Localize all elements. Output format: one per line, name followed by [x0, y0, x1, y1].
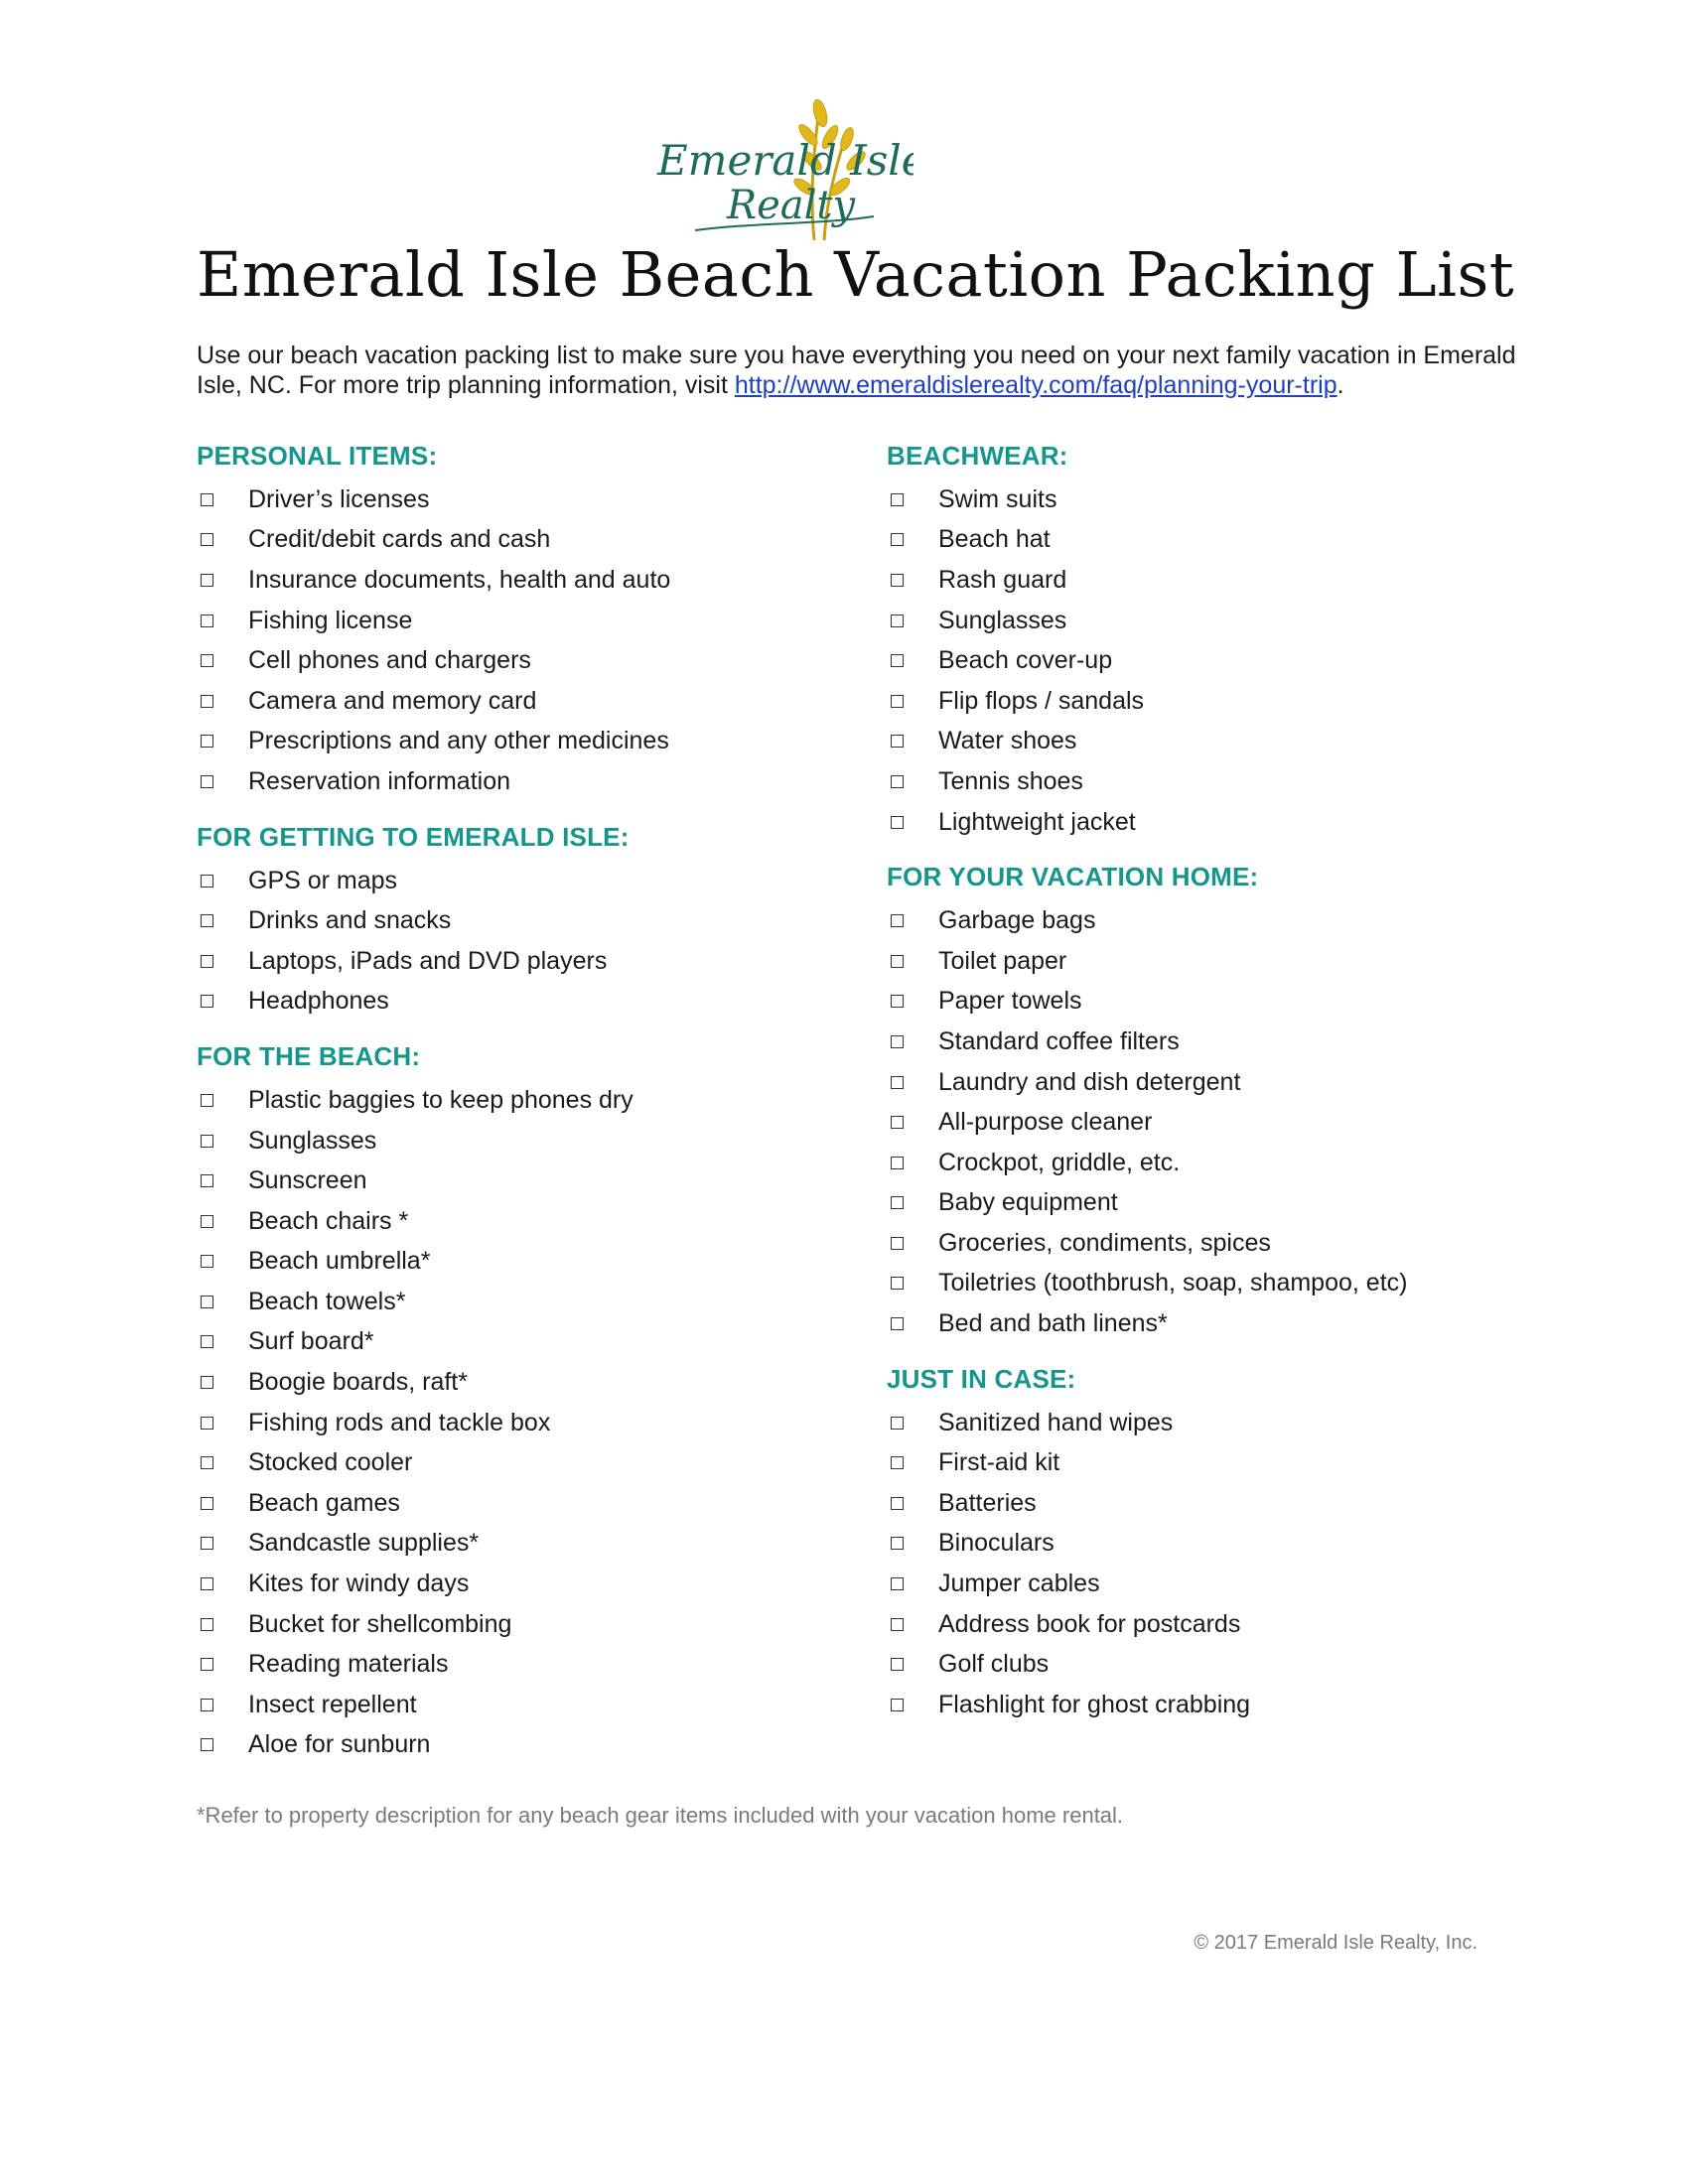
checklist-item — [887, 1604, 1602, 1645]
checklist-item — [887, 761, 1602, 802]
checkbox-icon[interactable] — [891, 735, 904, 748]
checkbox-icon[interactable] — [201, 533, 213, 546]
checkbox-icon[interactable] — [201, 1699, 213, 1711]
checkbox-icon[interactable] — [201, 1174, 213, 1187]
checklist-item — [197, 1282, 852, 1322]
checklist-item — [887, 1102, 1602, 1143]
section-for-getting-to-emerald-isle — [197, 820, 852, 1022]
checkbox-icon[interactable] — [201, 1376, 213, 1389]
left-column — [197, 439, 852, 1765]
checklist-item-label: Insect repellent — [248, 1690, 417, 1718]
checklist-item — [197, 1121, 852, 1161]
checklist-item — [887, 1644, 1602, 1685]
checklist-item — [887, 601, 1602, 641]
checkbox-icon[interactable] — [891, 1317, 904, 1330]
checklist-item-label: Beach chairs * — [248, 1206, 409, 1235]
checkbox-icon[interactable] — [891, 1076, 904, 1089]
checkbox-icon[interactable] — [891, 574, 904, 587]
checklist-item-label: Crockpot, griddle, etc. — [938, 1148, 1181, 1176]
checkbox-icon[interactable] — [201, 1618, 213, 1631]
checklist-item — [197, 1483, 852, 1524]
checkbox-icon[interactable] — [891, 1196, 904, 1209]
checklist — [887, 900, 1602, 1344]
checkbox-icon[interactable] — [201, 955, 213, 968]
checkbox-icon[interactable] — [891, 1277, 904, 1290]
checklist-item-label: Prescriptions and any other medicines — [248, 727, 669, 755]
checklist-item-label: Paper towels — [938, 987, 1082, 1016]
checklist-item-label: Drinks and snacks — [248, 906, 452, 935]
checkbox-icon[interactable] — [201, 914, 213, 927]
checklist-item — [197, 1160, 852, 1201]
checkbox-icon[interactable] — [201, 614, 213, 627]
checkbox-icon[interactable] — [891, 1537, 904, 1550]
checklist-item-label: Tennis shoes — [938, 766, 1083, 795]
section-just-in-case — [887, 1362, 1602, 1725]
checklist-item-label: Sanitized hand wipes — [938, 1408, 1174, 1436]
checklist-item — [197, 1524, 852, 1565]
section-heading: JUST IN CASE: — [887, 1363, 1076, 1394]
checkbox-icon[interactable] — [891, 695, 904, 708]
section-heading: BEACHWEAR: — [887, 441, 1068, 471]
checkbox-icon[interactable] — [891, 1497, 904, 1510]
checklist-item-label: Address book for postcards — [938, 1609, 1241, 1638]
checklist-item-label: Plastic baggies to keep phones dry — [248, 1085, 633, 1114]
checkbox-icon[interactable] — [201, 1456, 213, 1469]
checklist — [197, 479, 852, 802]
intro-period: . — [1336, 371, 1344, 399]
right-column — [887, 439, 1602, 1725]
checkbox-icon[interactable] — [201, 995, 213, 1008]
checklist-item — [887, 1564, 1602, 1604]
checkbox-icon[interactable] — [891, 1658, 904, 1671]
checkbox-icon[interactable] — [201, 1738, 213, 1751]
checklist-item — [197, 941, 852, 982]
checklist-item — [197, 681, 852, 722]
checklist-item — [887, 560, 1602, 601]
checklist-item — [887, 1524, 1602, 1565]
intro-paragraph — [197, 341, 1527, 400]
checklist-item — [887, 1483, 1602, 1524]
checkbox-icon[interactable] — [891, 955, 904, 968]
checklist-item — [197, 1725, 852, 1766]
copyright: © 2017 Emerald Isle Realty, Inc. — [1194, 1932, 1477, 1954]
section-for-the-beach — [197, 1039, 852, 1765]
checklist-item-label: Sunscreen — [248, 1166, 367, 1195]
checklist-item — [197, 1685, 852, 1725]
checklist-item-label: Flashlight for ghost crabbing — [938, 1690, 1251, 1718]
checklist-item-label: Beach towels* — [248, 1287, 406, 1315]
intro-text: Use our beach vacation packing list to make sure you have everything you need on your next family vacation in Emerald Isle, NC. For more trip planning information, visit — [197, 341, 1516, 399]
checklist-item-label: Cell phones and chargers — [248, 646, 531, 675]
checklist-item-label: Groceries, condiments, spices — [938, 1228, 1271, 1257]
checkbox-icon[interactable] — [201, 735, 213, 748]
checklist-item-label: Jumper cables — [938, 1570, 1100, 1598]
checklist-item — [887, 479, 1602, 520]
checklist-item — [887, 1062, 1602, 1103]
section-heading: FOR YOUR VACATION HOME: — [887, 862, 1259, 892]
company-logo — [635, 91, 914, 250]
checklist-item — [887, 1685, 1602, 1725]
checklist-item — [887, 640, 1602, 681]
checklist-item — [197, 1362, 852, 1403]
checkbox-icon[interactable] — [201, 775, 213, 788]
checklist-item — [887, 722, 1602, 762]
checkbox-icon[interactable] — [201, 574, 213, 587]
checkbox-icon[interactable] — [201, 1296, 213, 1308]
checkbox-icon[interactable] — [891, 533, 904, 546]
checkbox-icon[interactable] — [891, 1237, 904, 1250]
checklist — [887, 479, 1602, 842]
checklist-item-label: Stocked cooler — [248, 1448, 413, 1477]
checklist-item — [887, 1303, 1602, 1344]
checklist-item — [887, 982, 1602, 1023]
checkbox-icon[interactable] — [201, 1094, 213, 1107]
checkbox-icon[interactable] — [201, 695, 213, 708]
checkbox-icon[interactable] — [891, 775, 904, 788]
checklist-item-label: First-aid kit — [938, 1448, 1060, 1477]
checklist-item-label: Garbage bags — [938, 906, 1096, 935]
checklist-item-label: Beach games — [248, 1488, 400, 1517]
checklist-item — [197, 900, 852, 941]
section-personal-items — [197, 439, 852, 802]
checklist-item-label: Kites for windy days — [248, 1570, 470, 1598]
checklist-item-label: Beach umbrella* — [248, 1247, 431, 1276]
checklist-item — [197, 520, 852, 561]
checklist-item-label: Sunglasses — [248, 1126, 377, 1155]
checklist-item — [197, 722, 852, 762]
checkbox-icon[interactable] — [891, 1035, 904, 1048]
checklist-item-label: Swim suits — [938, 484, 1057, 513]
checklist-item — [887, 1264, 1602, 1304]
checkbox-icon[interactable] — [891, 1577, 904, 1590]
checklist-item — [197, 1242, 852, 1283]
checklist-item-label: Bed and bath linens* — [938, 1309, 1168, 1338]
checklist-item-label: Boogie boards, raft* — [248, 1368, 468, 1397]
section-heading: FOR GETTING TO EMERALD ISLE: — [197, 821, 630, 852]
checkbox-icon[interactable] — [891, 1417, 904, 1430]
checklist-item — [887, 1022, 1602, 1062]
checkbox-icon[interactable] — [891, 493, 904, 506]
checklist-item — [197, 640, 852, 681]
checklist-item-label: All-purpose cleaner — [938, 1108, 1153, 1137]
checklist — [197, 1080, 852, 1765]
checklist-item-label: Toiletries (toothbrush, soap, shampoo, etc) — [938, 1269, 1408, 1297]
checklist-item — [197, 1564, 852, 1604]
checkbox-icon[interactable] — [201, 493, 213, 506]
checkbox-icon[interactable] — [201, 1537, 213, 1550]
checklist-item — [197, 861, 852, 901]
checkbox-icon[interactable] — [201, 1417, 213, 1430]
checklist-item-label: Insurance documents, health and auto — [248, 565, 671, 594]
checklist-item — [197, 1322, 852, 1363]
checklist-item-label: Fishing license — [248, 606, 413, 634]
checklist-item — [197, 1403, 852, 1443]
checkbox-icon[interactable] — [891, 1456, 904, 1469]
checklist-item-label: Standard coffee filters — [938, 1026, 1180, 1055]
checkbox-icon[interactable] — [201, 1497, 213, 1510]
checklist-item — [887, 520, 1602, 561]
checklist-item-label: Driver’s licenses — [248, 484, 430, 513]
checkbox-icon[interactable] — [891, 1699, 904, 1711]
checklist-item-label: Sandcastle supplies* — [248, 1529, 480, 1558]
checklist-item — [887, 1143, 1602, 1183]
checklist-item-label: Flip flops / sandals — [938, 686, 1145, 715]
checklist-item-label: Beach cover-up — [938, 646, 1113, 675]
checklist-item — [887, 941, 1602, 982]
checklist-item-label: Beach hat — [938, 525, 1051, 554]
checklist-item — [197, 982, 852, 1023]
footnote: *Refer to property description for any beach gear items included with your vacation home rental. — [197, 1803, 1124, 1828]
checklist-item-label: Reading materials — [248, 1650, 449, 1679]
checklist-item-label: Fishing rods and tackle box — [248, 1408, 551, 1436]
checklist-item-label: Batteries — [938, 1488, 1037, 1517]
checklist-item — [197, 1201, 852, 1242]
checklist-item — [197, 1442, 852, 1483]
checklist-item — [197, 1604, 852, 1645]
checkbox-icon[interactable] — [891, 995, 904, 1008]
checkbox-icon[interactable] — [891, 1116, 904, 1129]
checklist-item-label: Laundry and dish detergent — [938, 1067, 1241, 1096]
checklist-item-label: Sunglasses — [938, 606, 1067, 634]
logo-line2: Realty — [727, 183, 856, 228]
checkbox-icon[interactable] — [201, 1215, 213, 1228]
checklist-item — [197, 1080, 852, 1121]
checklist-item — [887, 1442, 1602, 1483]
section-for-your-vacation-home — [887, 860, 1602, 1344]
checkbox-icon[interactable] — [891, 1157, 904, 1169]
checklist-item — [197, 1644, 852, 1685]
checklist-item-label: Reservation information — [248, 766, 511, 795]
checkbox-icon[interactable] — [201, 1577, 213, 1590]
checklist-item-label: Camera and memory card — [248, 686, 537, 715]
checklist-item-label: Headphones — [248, 987, 389, 1016]
trip-planning-link[interactable]: http://www.emeraldislerealty.com/faq/planning-your-trip — [734, 371, 1337, 399]
checklist-item-label: Baby equipment — [938, 1188, 1118, 1217]
checklist-item — [887, 802, 1602, 843]
checklist-item — [887, 1183, 1602, 1224]
section-beachwear — [887, 439, 1602, 842]
logo-line1: Emerald Isle — [657, 136, 914, 185]
checklist-item-label: Golf clubs — [938, 1650, 1050, 1679]
checklist-item-label: Lightweight jacket — [938, 807, 1136, 836]
checkbox-icon[interactable] — [891, 614, 904, 627]
checklist-item-label: Rash guard — [938, 565, 1067, 594]
checklist — [887, 1403, 1602, 1725]
checklist-item — [197, 601, 852, 641]
checkbox-icon[interactable] — [201, 1135, 213, 1148]
checklist-item-label: Water shoes — [938, 727, 1077, 755]
section-heading: FOR THE BEACH: — [197, 1041, 421, 1072]
checklist-item-label: Laptops, iPads and DVD players — [248, 946, 608, 975]
checklist-item-label: Surf board* — [248, 1327, 374, 1356]
checklist-item — [887, 1223, 1602, 1264]
section-heading: PERSONAL ITEMS: — [197, 441, 438, 471]
checklist-item-label: GPS or maps — [248, 866, 398, 894]
checkbox-icon[interactable] — [891, 1618, 904, 1631]
checklist-item — [887, 1403, 1602, 1443]
checkbox-icon[interactable] — [201, 1255, 213, 1268]
checklist-item-label: Credit/debit cards and cash — [248, 525, 551, 554]
checklist-item — [197, 761, 852, 802]
checkbox-icon[interactable] — [891, 914, 904, 927]
checkbox-icon[interactable] — [201, 1658, 213, 1671]
checklist-item-label: Bucket for shellcombing — [248, 1609, 512, 1638]
checklist-item — [887, 900, 1602, 941]
checklist-item — [197, 560, 852, 601]
checklist-item-label: Toilet paper — [938, 946, 1067, 975]
checkbox-icon[interactable] — [201, 1335, 213, 1348]
checkbox-icon[interactable] — [201, 875, 213, 887]
checkbox-icon[interactable] — [891, 816, 904, 829]
checklist-item — [887, 681, 1602, 722]
checklist-item — [197, 479, 852, 520]
checklist-item-label: Aloe for sunburn — [248, 1730, 431, 1759]
checkbox-icon[interactable] — [891, 654, 904, 667]
checklist — [197, 861, 852, 1022]
checklist-item-label: Binoculars — [938, 1529, 1055, 1558]
checkbox-icon[interactable] — [201, 654, 213, 667]
page-title: Emerald Isle Beach Vacation Packing List — [197, 238, 1515, 311]
